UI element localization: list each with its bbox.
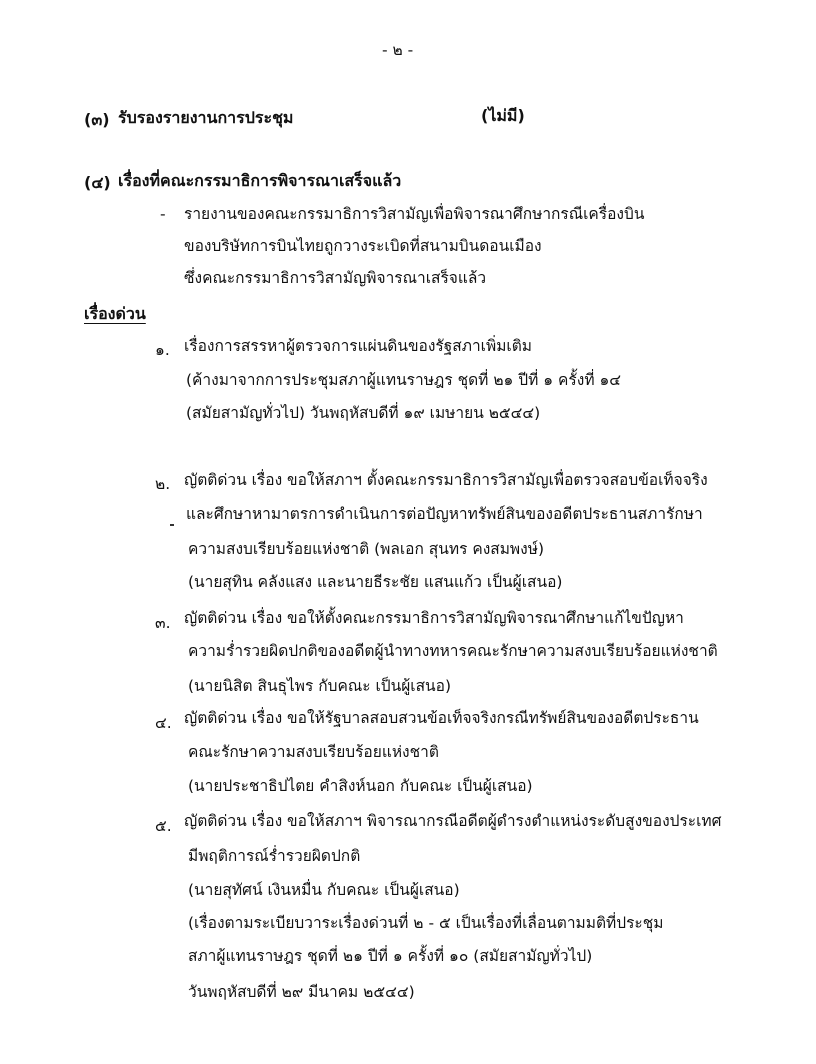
urgent-item-line: มีพฤติการณ์ร่ำรวยผิดปกติ — [188, 847, 361, 865]
urgent-item-line: ญัตติด่วน เรื่อง ขอให้สภาฯ พิจารณากรณีอดีตผู้ดำรงตำแหน่งระดับสูงของประเทศ — [184, 812, 722, 830]
urgent-item-line: (นายนิสิต สินธุไพร กับคณะ เป็นผู้เสนอ) — [188, 677, 452, 695]
section4-line: ซึ่งคณะกรรมาธิการวิสามัญพิจารณาเสร็จแล้ว — [184, 269, 487, 287]
urgent-item-number: ๕. — [155, 817, 172, 835]
section4-title: เรื่องที่คณะกรรมาธิการพิจารณาเสร็จแล้ว — [118, 171, 402, 190]
urgent-item-line: วันพฤหัสบดีที่ ๒๙ มีนาคม ๒๕๔๔) — [188, 983, 415, 1001]
section3-number: (๓) — [84, 110, 110, 129]
section4-line: ของบริษัทการบินไทยถูกวางระเบิดที่สนามบินดอนเมือง — [184, 237, 542, 255]
urgent-item-line: ญัตติด่วน เรื่อง ขอให้รัฐบาลสอบสวนข้อเท็จจริงกรณีทรัพย์สินของอดีตประธาน — [184, 709, 699, 727]
urgent-item-number: ๑. — [155, 341, 170, 359]
urgent-item-number: ๔. — [155, 714, 172, 732]
scan-speck — [170, 524, 174, 526]
urgent-item-line: (สมัยสามัญทั่วไป) วันพฤหัสบดีที่ ๑๙ เมษายน ๒๕๔๔) — [186, 404, 541, 422]
urgent-item-line: สภาผู้แทนราษฎร ชุดที่ ๒๑ ปีที่ ๑ ครั้งที่ ๑๐ (สมัยสามัญทั่วไป) — [188, 947, 593, 965]
section3-status: (ไม่มี) — [481, 106, 525, 125]
page-number: - ๒ - — [382, 41, 414, 59]
urgent-item-line: ความสงบเรียบร้อยแห่งชาติ (พลเอก สุนทร คงสมพงษ์) — [188, 540, 544, 558]
urgent-item-line: (ค้างมาจากการประชุมสภาผู้แทนราษฎร ชุดที่ ๒๑ ปีที่ ๑ ครั้งที่ ๑๔ — [186, 371, 622, 389]
urgent-item-number: ๓. — [155, 614, 171, 632]
urgent-item-line: (นายประชาธิปไตย คำสิงห์นอก กับคณะ เป็นผู้เสนอ) — [188, 777, 533, 795]
urgent-item-line: เรื่องการสรรหาผู้ตรวจการแผ่นดินของรัฐสภาเพิ่มเติม — [184, 337, 532, 355]
urgent-item-line: ญัตติด่วน เรื่อง ขอให้ตั้งคณะกรรมาธิการวิสามัญพิจารณาศึกษาแก้ไขปัญหา — [184, 609, 684, 627]
urgent-item-line: ญัตติด่วน เรื่อง ขอให้สภาฯ ตั้งคณะกรรมาธิการวิสามัญเพื่อตรวจสอบข้อเท็จจริง — [184, 471, 708, 489]
urgent-item-line: (เรื่องตามระเบียบวาระเรื่องด่วนที่ ๒ - ๕ เป็นเรื่องที่เลื่อนตามมติที่ประชุม — [188, 914, 664, 932]
urgent-item-line: ความร่ำรวยผิดปกติของอดีตผู้นำทางทหารคณะรักษาความสงบเรียบร้อยแห่งชาติ — [188, 642, 718, 660]
urgent-item-line: (นายสุทิน คลังแสง และนายธีระชัย แสนแก้ว เป็นผู้เสนอ) — [188, 573, 563, 591]
section4-line: รายงานของคณะกรรมาธิการวิสามัญเพื่อพิจารณาศึกษากรณีเครื่องบิน — [184, 205, 645, 223]
section3-title: รับรองรายงานการประชุม — [118, 108, 294, 127]
urgent-item-line: (นายสุทัศน์ เงินหมื่น กับคณะ เป็นผู้เสนอ) — [188, 881, 460, 899]
urgent-item-line: และศึกษาหามาตรการดำเนินการต่อปัญหาทรัพย์สินของอดีตประธานสภารักษา — [186, 505, 703, 523]
section4-number: (๔) — [84, 173, 111, 192]
urgent-item-line: คณะรักษาความสงบเรียบร้อยแห่งชาติ — [188, 743, 439, 761]
section4-bullet: - — [160, 205, 166, 223]
urgent-item-number: ๒. — [155, 475, 171, 493]
urgent-heading: เรื่องด่วน — [84, 304, 146, 323]
